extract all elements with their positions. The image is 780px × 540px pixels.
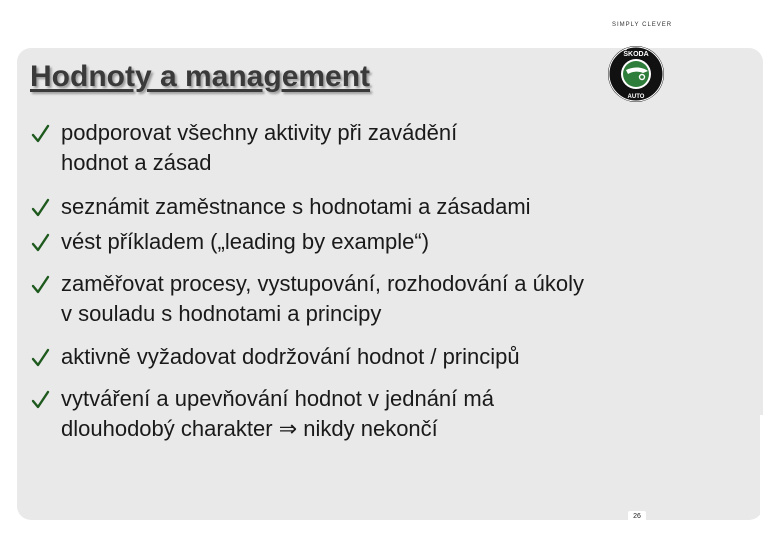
bullet-text-line: hodnot a zásad: [61, 150, 212, 175]
list-item: [30, 269, 750, 329]
logo-bottom-text: AUTO: [627, 94, 645, 100]
list-item: [30, 192, 750, 222]
bullet-text-line: podporovat všechny aktivity při zavádění: [61, 120, 458, 145]
list-item: [30, 384, 750, 444]
skoda-logo-icon: [606, 44, 666, 104]
checkmark-icon: [30, 118, 52, 148]
bullet-text-line: zaměřovat procesy, vystupování, rozhodování a úkoly: [61, 271, 584, 296]
bullet-text-line: seznámit zaměstnance s hodnotami a zásadami: [61, 194, 531, 219]
checkmark-icon: [30, 342, 52, 372]
tagline: SIMPLY CLEVER: [612, 22, 673, 28]
checkmark-icon: [30, 384, 52, 414]
list-item: [30, 227, 750, 257]
bullet-text-line: vést příkladem („leading by example“): [61, 229, 430, 254]
panel-edge: [760, 415, 766, 520]
page-number: 26: [628, 511, 646, 523]
bullet-text-line: vytváření a upevňování hodnot v jednání má: [61, 386, 494, 411]
bullet-text-line: v souladu s hodnotami a principy: [61, 301, 382, 326]
logo-top-text: ŠKODA: [623, 51, 649, 58]
checkmark-icon: [30, 192, 52, 222]
bullet-text-line: dlouhodobý charakter ⇒ nikdy nekončí: [61, 416, 438, 441]
bullet-text-line: aktivně vyžadovat dodržování hodnot / principů: [61, 344, 520, 369]
list-item: [30, 118, 750, 178]
slide-title: Hodnoty a management: [30, 60, 371, 93]
checkmark-icon: [30, 269, 52, 299]
bullet-list: [30, 118, 750, 444]
list-item: [30, 342, 750, 372]
checkmark-icon: [30, 227, 52, 257]
skoda-auto-logo: [606, 44, 666, 104]
